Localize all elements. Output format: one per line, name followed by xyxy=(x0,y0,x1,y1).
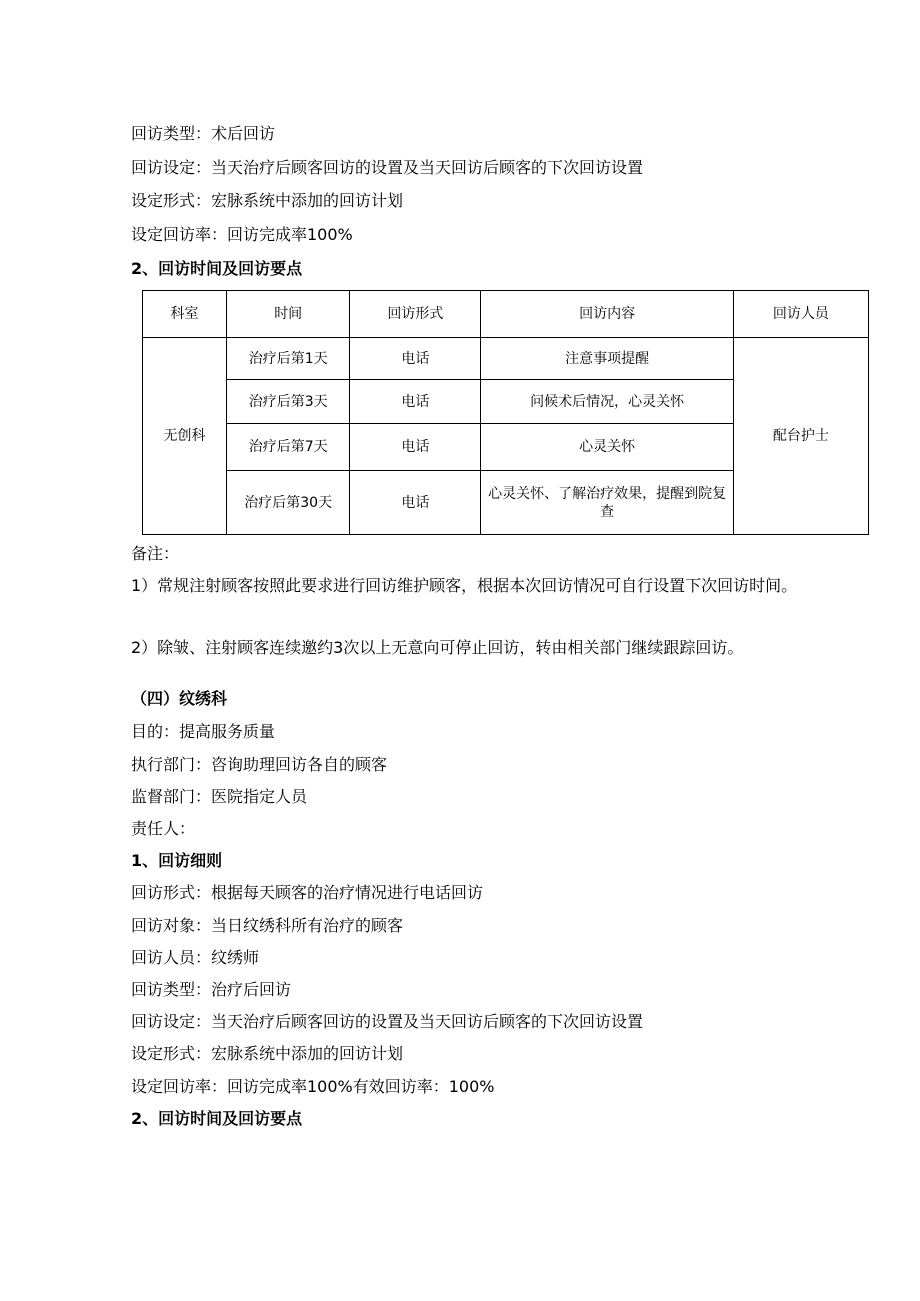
header-visit-content: 回访内容 xyxy=(481,291,733,338)
section-heading-rules: 1、回访细则 xyxy=(131,851,223,870)
cell-form: 电话 xyxy=(350,338,481,380)
purpose: 目的：提高服务质量 xyxy=(131,722,276,741)
section-heading-visit-time: 2、回访时间及回访要点 xyxy=(131,259,303,278)
note-1: 1）常规注射顾客按照此要求进行回访维护顾客，根据本次回访情况可自行设置下次回访时间。 xyxy=(131,576,798,595)
visit-setting: 回访设定：当天治疗后顾客回访的设置及当天回访后顾客的下次回访设置 xyxy=(131,158,644,177)
table-row xyxy=(143,338,869,380)
cell-form: 电话 xyxy=(350,380,481,424)
table-header-row xyxy=(143,291,869,338)
cell-time: 治疗后第1天 xyxy=(227,338,350,380)
section-title-tattoo: （四）纹绣科 xyxy=(131,689,228,708)
setting-form: 设定形式：宏脉系统中添加的回访计划 xyxy=(131,191,404,210)
cell-time: 治疗后第3天 xyxy=(227,380,350,424)
setting-rate-tattoo: 设定回访率：回访完成率100%有效回访率：100% xyxy=(131,1077,495,1096)
visit-staff: 回访人员：纹绣师 xyxy=(131,948,260,967)
cell-time: 治疗后第30天 xyxy=(227,471,350,535)
visit-target: 回访对象：当日纹绣科所有治疗的顾客 xyxy=(131,916,404,935)
cell-form: 电话 xyxy=(350,471,481,535)
header-visit-staff: 回访人员 xyxy=(733,291,868,338)
setting-form-tattoo: 设定形式：宏脉系统中添加的回访计划 xyxy=(131,1044,404,1063)
header-time: 时间 xyxy=(227,291,350,338)
section-heading-visit-time-tattoo: 2、回访时间及回访要点 xyxy=(131,1109,303,1128)
cell-time: 治疗后第7天 xyxy=(227,424,350,471)
cell-form: 电话 xyxy=(350,424,481,471)
responsible-person: 责任人： xyxy=(131,819,196,838)
visit-type-tattoo: 回访类型：治疗后回访 xyxy=(131,980,292,999)
setting-rate: 设定回访率：回访完成率100% xyxy=(131,225,353,244)
cell-content: 注意事项提醒 xyxy=(481,338,733,380)
header-visit-form: 回访形式 xyxy=(350,291,481,338)
exec-dept: 执行部门：咨询助理回访各自的顾客 xyxy=(131,755,388,774)
visit-schedule-table xyxy=(142,290,869,535)
cell-staff: 配台护士 xyxy=(733,338,868,535)
visit-form: 回访形式：根据每天顾客的治疗情况进行电话回访 xyxy=(131,883,484,902)
notes-title: 备注： xyxy=(131,544,180,563)
header-department: 科室 xyxy=(143,291,227,338)
cell-content: 心灵关怀、了解治疗效果，提醒到院复查 xyxy=(481,471,733,535)
visit-type: 回访类型：术后回访 xyxy=(131,124,276,143)
note-2: 2）除皱、注射顾客连续邀约3次以上无意向可停止回访，转由相关部门继续跟踪回访。 xyxy=(131,638,744,657)
cell-content: 问候术后情况，心灵关怀 xyxy=(481,380,733,424)
supervise-dept: 监督部门：医院指定人员 xyxy=(131,787,308,806)
visit-setting-tattoo: 回访设定：当天治疗后顾客回访的设置及当天回访后顾客的下次回访设置 xyxy=(131,1012,644,1031)
cell-department: 无创科 xyxy=(143,338,227,535)
cell-content: 心灵关怀 xyxy=(481,424,733,471)
